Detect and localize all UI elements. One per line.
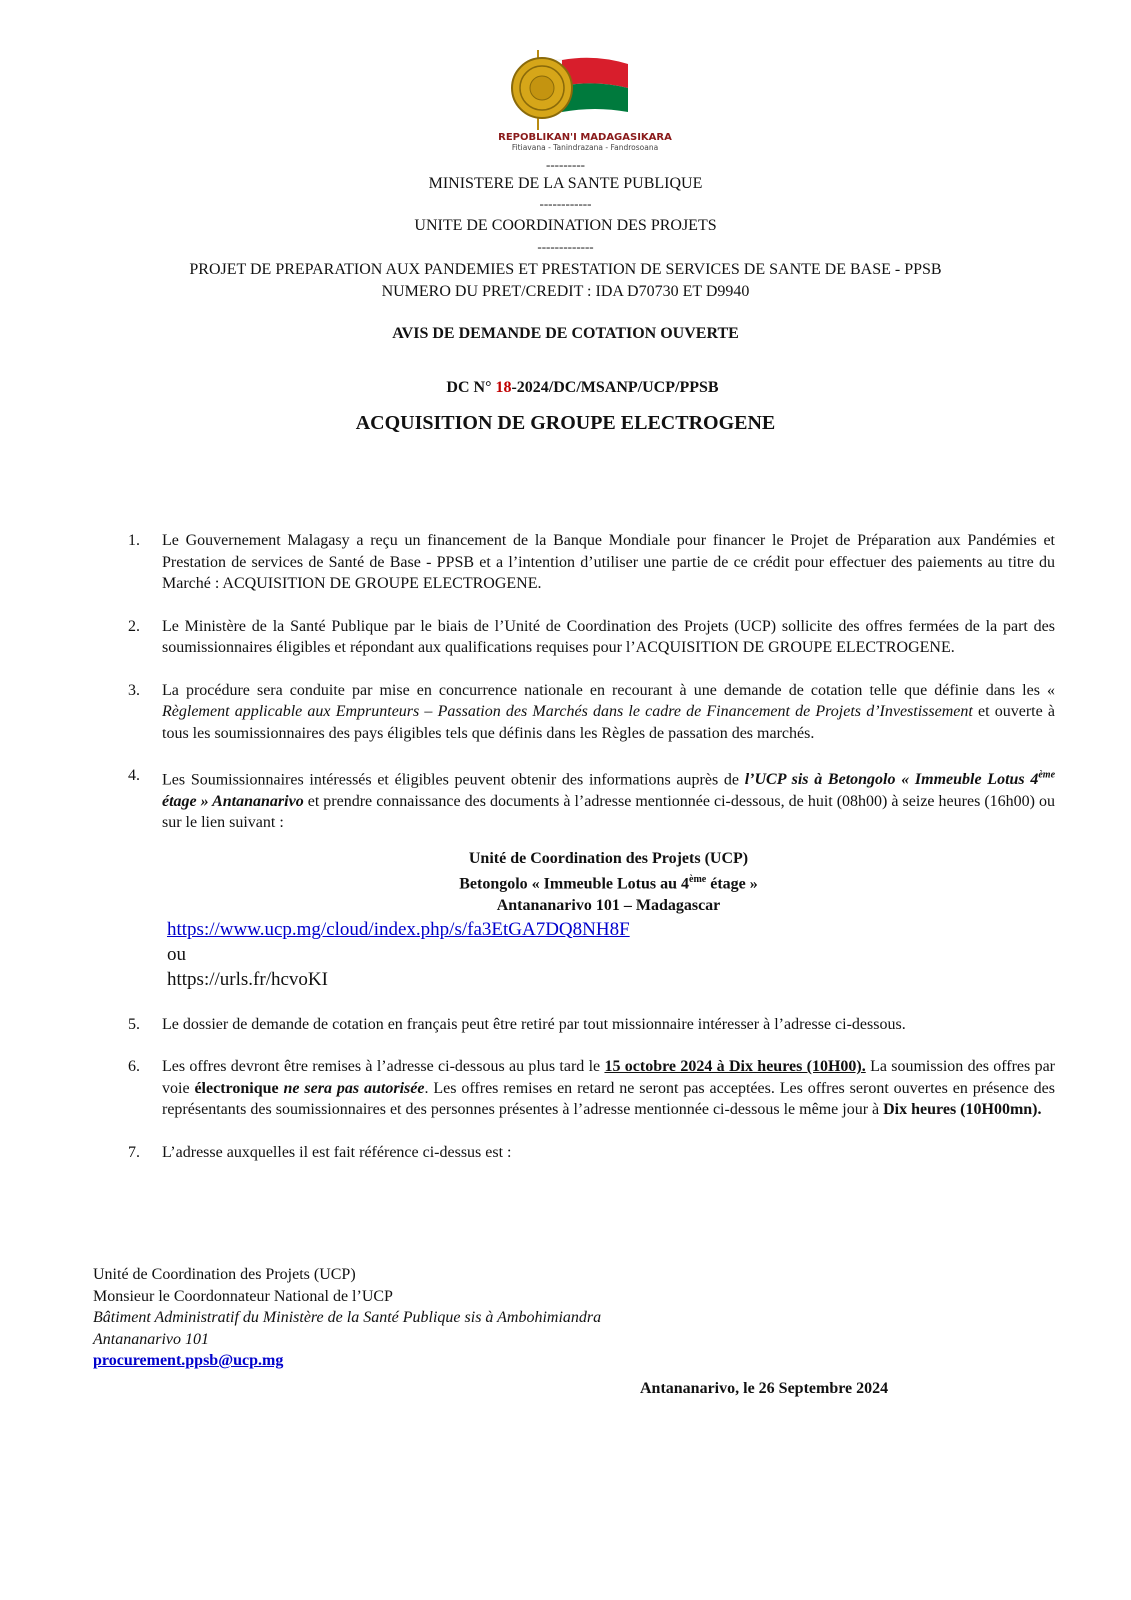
superscript: ème bbox=[1038, 770, 1056, 781]
item-text: Les Soumissionnaires intéressés et éligibles peuvent obtenir des informations auprès de bbox=[162, 771, 745, 789]
notice-title: AVIS DE DEMANDE DE COTATION OUVERTE bbox=[392, 325, 739, 342]
address-line: Antananarivo 101 – Madagascar bbox=[496, 897, 721, 915]
cloud-link[interactable]: https://www.ucp.mg/cloud/index.php/s/fa3EtGA7DQ8NH8F bbox=[167, 918, 630, 940]
item-text: . Les offres remises en retard ne seront pas acceptées. Les offres seront ouvertes en présence des représentants des soumissionnaires et des personnes présentes à l’adresse mentionnée ci-dessous le même jour à bbox=[162, 1079, 1055, 1119]
ref-number: 18 bbox=[495, 379, 512, 396]
short-link[interactable]: https://urls.fr/hcvoKI bbox=[167, 968, 328, 990]
ministry-name: MINISTERE DE LA SANTE PUBLIQUE bbox=[428, 175, 703, 192]
project-name: PROJET DE PREPARATION AUX PANDEMIES ET PRESTATION DE SERVICES DE SANTE DE BASE - PPSB bbox=[189, 261, 942, 278]
ref-suffix: -2024/DC/MSANP/UCP/PPSB bbox=[511, 379, 719, 396]
subject-title: ACQUISITION DE GROUPE ELECTROGENE bbox=[355, 412, 776, 434]
item-text: Le Gouvernement Malagasy a reçu un financement de la Banque Mondiale pour financer le Projet de Préparation aux Pandémies et Prestation de services de Santé de Base - PPSB et a l’intention d’utiliser une partie de ce crédit pour effectuer des paiements au titre du Marché : ACQUISITION DE GROUPE ELECTROGENE. bbox=[162, 532, 1055, 592]
or-text: ou bbox=[167, 943, 186, 965]
item-number: 5. bbox=[128, 1015, 140, 1033]
address-line bbox=[162, 869, 1055, 895]
item-text-bold: électronique bbox=[194, 1079, 279, 1097]
reference-number bbox=[0, 378, 1131, 398]
ucp-address-block bbox=[162, 848, 1055, 917]
item-text: La procédure sera conduite par mise en concurrence nationale en recourant à une demande de cotation telle que définie dans les « bbox=[162, 681, 1055, 699]
separator: ------------ bbox=[539, 196, 592, 211]
separator: ------------- bbox=[537, 239, 594, 254]
superscript: ème bbox=[689, 874, 707, 886]
item-1 bbox=[125, 530, 1055, 595]
address-line: Antananarivo 101 bbox=[93, 1330, 209, 1348]
item-number: 1. bbox=[128, 532, 140, 549]
unit-name: UNITE DE COORDINATION DES PROJETS bbox=[414, 217, 717, 234]
address-text: étage » bbox=[706, 875, 758, 893]
opening-time: Dix heures (10H00mn). bbox=[883, 1101, 1042, 1119]
address-line: Monsieur le Coordonnateur National de l’UCP bbox=[93, 1287, 393, 1305]
logo-title: REPOBLIKAN'I MADAGASIKARA bbox=[498, 132, 672, 143]
item-6 bbox=[125, 1056, 1055, 1121]
email-link[interactable]: procurement.ppsb@ucp.mg bbox=[93, 1352, 284, 1369]
item-text: et ouverte à tous les soumissionnaires des pays éligibles tels que définis dans les Règles de passation des marchés. bbox=[162, 703, 1056, 742]
submission-address bbox=[93, 1264, 601, 1372]
item-text: Le dossier de demande de cotation en français peut être retiré par tout missionnaire intéresser à l’adresse ci-dessous. bbox=[162, 1015, 906, 1033]
item-number: 7. bbox=[128, 1143, 140, 1161]
address-text: Betongolo « Immeuble Lotus au 4 bbox=[459, 875, 690, 893]
link-line bbox=[162, 917, 1055, 942]
item-3 bbox=[125, 680, 1055, 745]
item-text: La soumission des offres par voie bbox=[162, 1058, 1056, 1097]
address-line: Unité de Coordination des Projets (UCP) bbox=[468, 849, 749, 867]
separator: --------- bbox=[546, 157, 585, 172]
item-text-bold-italic: étage » Antananarivo bbox=[162, 792, 304, 810]
item-4 bbox=[125, 765, 1055, 992]
madagascar-coat-of-arms-logo bbox=[470, 46, 700, 156]
signature-date: Antananarivo, le 26 Septembre 2024 bbox=[640, 1380, 889, 1397]
ref-prefix: DC N° bbox=[446, 379, 496, 396]
item-text: L’adresse auxquelles il est fait référence ci-dessus est : bbox=[162, 1143, 512, 1161]
item-number: 2. bbox=[128, 617, 140, 635]
item-7 bbox=[125, 1142, 1055, 1164]
item-5 bbox=[125, 1014, 1055, 1036]
item-number: 3. bbox=[128, 681, 140, 699]
item-number: 6. bbox=[128, 1058, 140, 1076]
address-line: Bâtiment Administratif du Ministère de la Santé Publique sis à Ambohimiandra bbox=[93, 1309, 602, 1326]
item-number: 4. bbox=[128, 767, 140, 784]
credit-number: NUMERO DU PRET/CREDIT : IDA D70730 ET D9940 bbox=[381, 283, 750, 300]
deadline: 15 octobre 2024 à Dix heures (10H00). bbox=[604, 1058, 866, 1076]
item-text-italic: Règlement applicable aux Emprunteurs – Passation des Marchés dans le cadre de Financement de Projets d’Investissement bbox=[162, 703, 973, 720]
notice-items bbox=[125, 530, 1055, 1163]
item-text-bold-italic: ne sera pas autorisée bbox=[278, 1079, 425, 1097]
address-line: Unité de Coordination des Projets (UCP) bbox=[93, 1266, 356, 1283]
logo-motto: Fitiavana - Tanindrazana - Fandrosoana bbox=[511, 143, 659, 152]
item-text: Les offres devront être remises à l’adresse ci-dessous au plus tard le bbox=[162, 1058, 605, 1076]
item-2 bbox=[125, 616, 1055, 659]
item-text-bold-italic: l’UCP sis à Betongolo « Immeuble Lotus 4 bbox=[744, 771, 1039, 789]
item-text: Le Ministère de la Santé Publique par le biais de l’Unité de Coordination des Projets (UCP) sollicite des offres fermées de la part des soumissionnaires éligibles et répondant aux qualifications requises pour l’ACQUISITION DE GROUPE ELECTROGENE. bbox=[162, 617, 1055, 656]
item-text: et prendre connaissance des documents à l’adresse mentionnée ci-dessous, de huit (08h00) à seize heures (16h00) ou sur le lien suivant : bbox=[162, 792, 1056, 832]
